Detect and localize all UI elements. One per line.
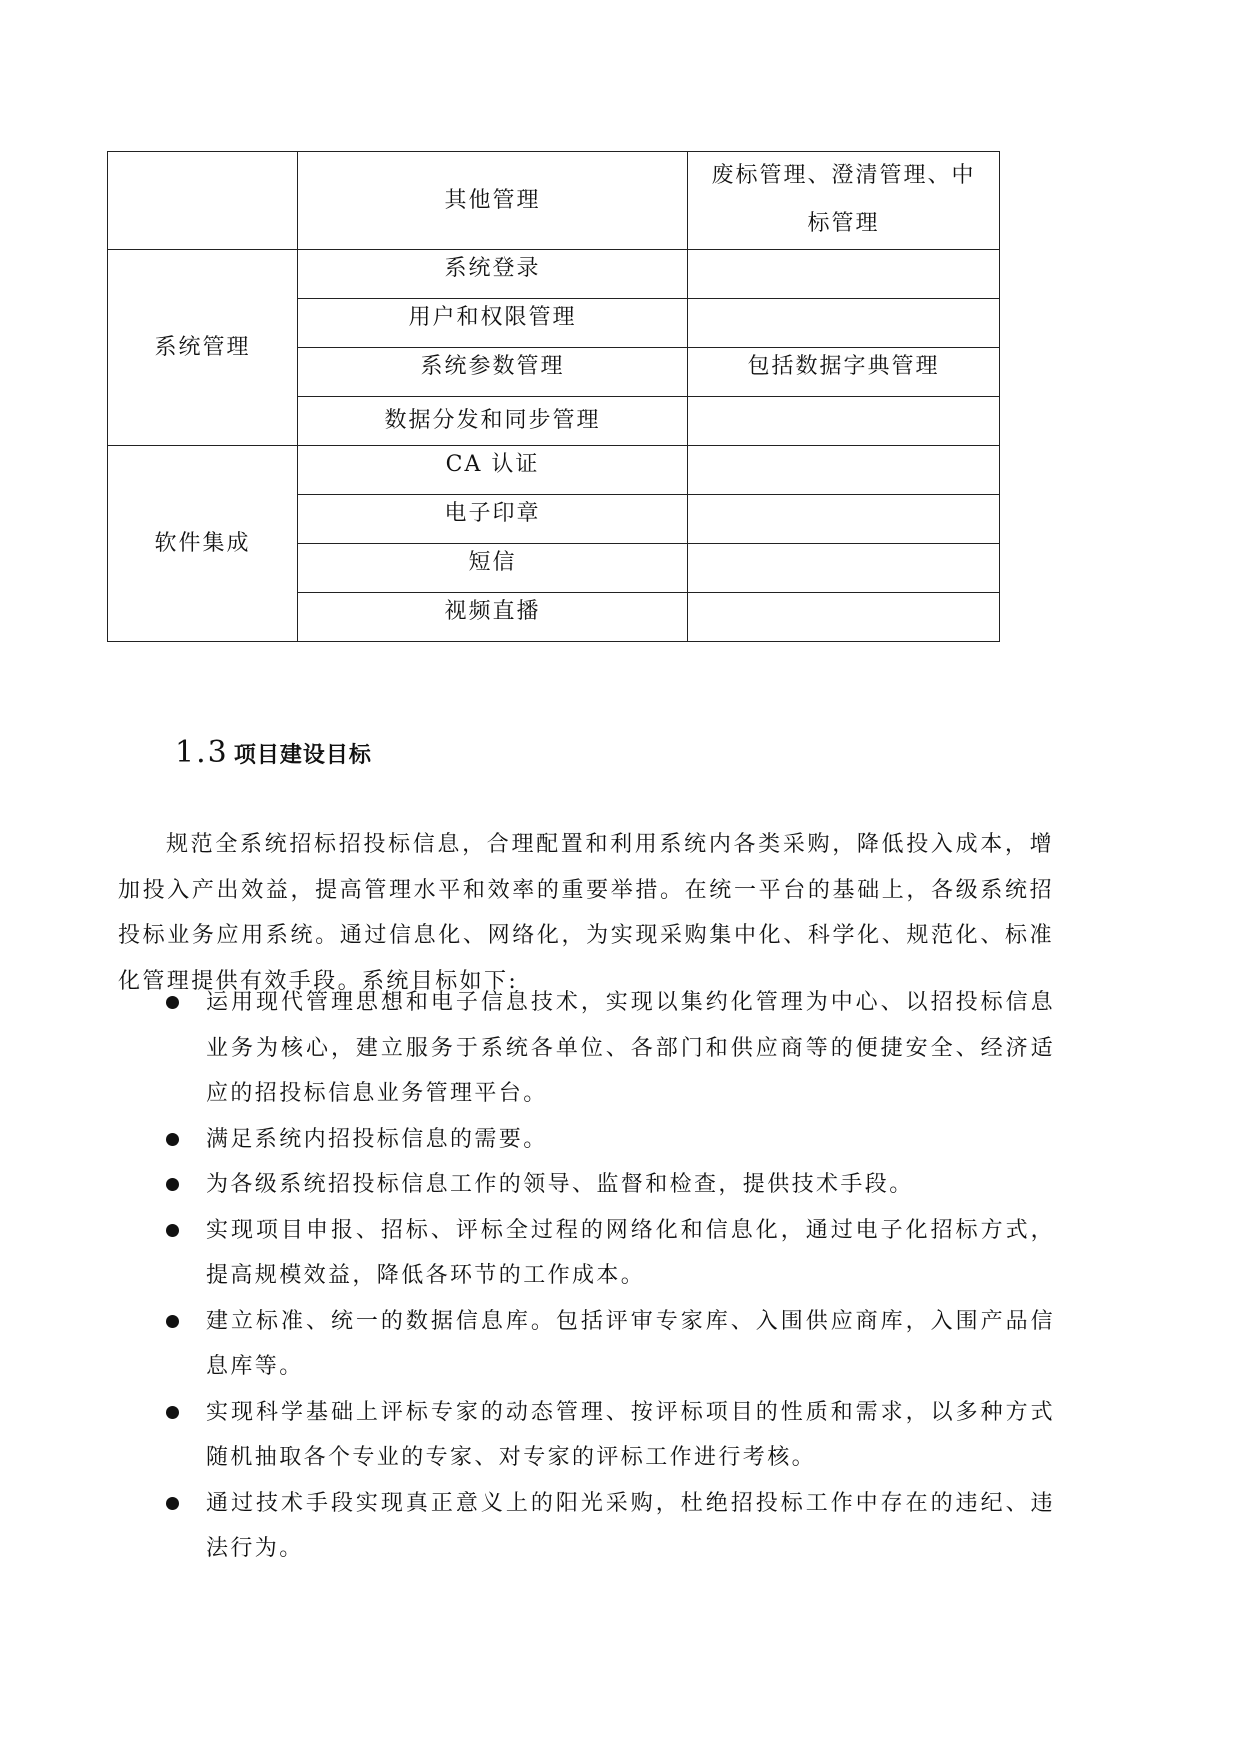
goal-text: 满足系统内招投标信息的需要。 [206, 1126, 548, 1152]
goals-list [0, 980, 1241, 1572]
table-cell-note [688, 446, 1000, 495]
table-row [108, 250, 1000, 299]
goal-text: 建立标准、统一的数据信息库。包括评审专家库、入围供应商库，入围产品信息库等。 [206, 1308, 1055, 1379]
table-cell-group: 系统管理 [108, 250, 298, 446]
goal-text: 为各级系统招投标信息工作的领导、监督和检查，提供技术手段。 [206, 1172, 914, 1197]
table-cell-item: CA 认证 [298, 446, 688, 495]
table-cell-note [688, 593, 1000, 642]
goal-text: 运用现代管理思想和电子信息技术，实现以集约化管理为中心、以招投标信息业务为核心，建立服务于系统各单位、各部门和供应商等的便捷安全、经济适应的招投标信息业务管理平台。 [206, 990, 1055, 1106]
bullet-icon [166, 1406, 179, 1419]
table-cell-group: 软件集成 [108, 446, 298, 642]
list-item [0, 1117, 1241, 1163]
table-cell-note [688, 397, 1000, 446]
list-item [0, 1390, 1241, 1481]
table-cell-note: 废标管理、澄清管理、中标管理 [688, 152, 1000, 250]
bullet-icon [166, 1497, 179, 1510]
table-cell-note [688, 544, 1000, 593]
bullet-icon [166, 1315, 179, 1328]
goal-text: 通过技术手段实现真正意义上的阳光采购，杜绝招投标工作中存在的违纪、违法行为。 [206, 1490, 1055, 1561]
table-cell-item: 其他管理 [298, 152, 688, 250]
section-title: 项目建设目标 [233, 742, 372, 768]
table-cell-item: 电子印章 [298, 495, 688, 544]
bullet-icon [166, 1224, 179, 1237]
table-cell-item: 数据分发和同步管理 [298, 397, 688, 446]
table-cell-group [108, 152, 298, 250]
table-cell-note [688, 299, 1000, 348]
list-item [0, 1299, 1241, 1390]
goal-text: 实现科学基础上评标专家的动态管理、按评标项目的性质和需求，以多种方式随机抽取各个专业的专家、对专家的评标工作进行考核。 [206, 1399, 1055, 1470]
bullet-icon [166, 1133, 179, 1146]
table-cell-item: 用户和权限管理 [298, 299, 688, 348]
table-cell-item: 短信 [298, 544, 688, 593]
list-item [0, 1162, 1241, 1208]
bullet-icon [166, 996, 179, 1009]
function-table [107, 151, 1000, 642]
table-cell-note [688, 495, 1000, 544]
table-row [108, 446, 1000, 495]
bullet-icon [166, 1178, 179, 1191]
table-cell-note [688, 250, 1000, 299]
section-heading [175, 733, 372, 773]
goal-text: 实现项目申报、招标、评标全过程的网络化和信息化，通过电子化招标方式，提高规模效益，降低各环节的工作成本。 [206, 1217, 1055, 1288]
table-cell-item: 视频直播 [298, 593, 688, 642]
list-item [0, 1481, 1241, 1572]
table-cell-item: 系统参数管理 [298, 348, 688, 397]
table-cell-note: 包括数据字典管理 [688, 348, 1000, 397]
list-item [0, 980, 1241, 1117]
list-item [0, 1208, 1241, 1299]
intro-paragraph: 规范全系统招标招投标信息，合理配置和利用系统内各类采购，降低投入成本，增加投入产出效益，提高管理水平和效率的重要举措。在统一平台的基础上，各级系统招投标业务应用系统。通过信息化、网络化，为实现采购集中化、科学化、规范化、标准化管理提供有效手段。系统目标如下: [118, 832, 1054, 994]
section-number: 1.3 [175, 735, 229, 770]
table-row [108, 152, 1000, 250]
table-cell-item: 系统登录 [298, 250, 688, 299]
